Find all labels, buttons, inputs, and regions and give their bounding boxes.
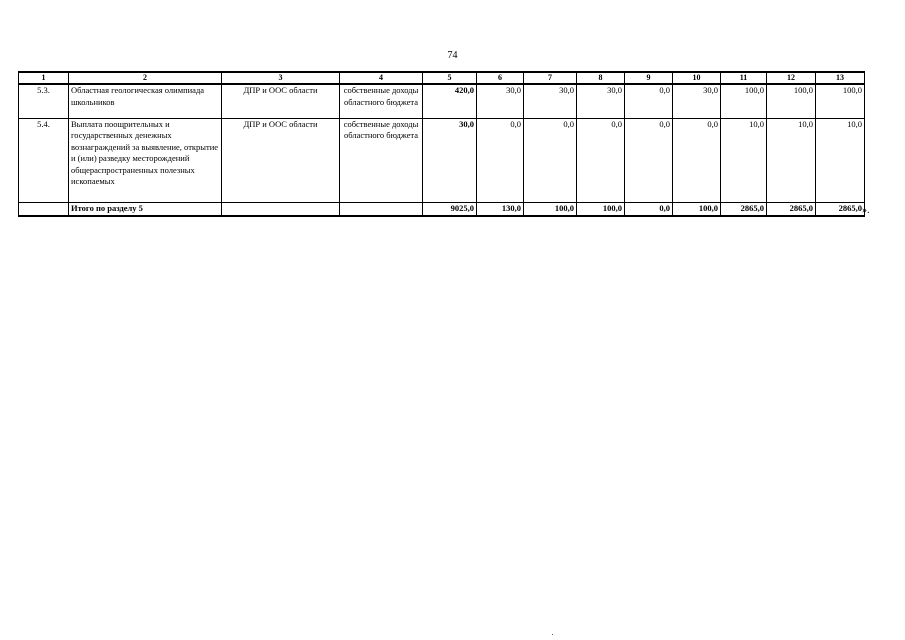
- total-value: 130,0: [477, 202, 524, 216]
- total-empty-cell: [19, 202, 69, 216]
- value-cell: 100,0: [816, 84, 865, 118]
- column-header: 11: [721, 72, 767, 84]
- total-empty-cell: [222, 202, 340, 216]
- funding-source: собственные доходы областного бюджета: [340, 118, 423, 202]
- row-number: 5.4.: [19, 118, 69, 202]
- value-cell: 0,0: [524, 118, 577, 202]
- column-header: 7: [524, 72, 577, 84]
- measure-name: Областная геологическая олимпиада школьников: [69, 84, 222, 118]
- total-value: 2865,0: [816, 202, 865, 216]
- page-number: 74: [447, 50, 458, 61]
- value-cell: 100,0: [767, 84, 816, 118]
- value-cell: 30,0: [423, 118, 477, 202]
- column-header: 12: [767, 72, 816, 84]
- total-value: 2865,0: [767, 202, 816, 216]
- value-cell: 30,0: [577, 84, 625, 118]
- value-cell: 30,0: [673, 84, 721, 118]
- value-cell: 0,0: [625, 84, 673, 118]
- total-value: 2865,0: [721, 202, 767, 216]
- table-row: [19, 118, 865, 202]
- value-cell: 30,0: [524, 84, 577, 118]
- total-label: Итого по разделу 5: [69, 202, 222, 216]
- column-header: 6: [477, 72, 524, 84]
- column-header: 3: [222, 72, 340, 84]
- column-header: 2: [69, 72, 222, 84]
- column-header: 10: [673, 72, 721, 84]
- executor: ДПР и ООС области: [222, 84, 340, 118]
- column-header: 1: [19, 72, 69, 84]
- budget-table: [18, 71, 865, 217]
- row-number: 5.3.: [19, 84, 69, 118]
- value-cell: 0,0: [477, 118, 524, 202]
- funding-source: собственные доходы областного бюджета: [340, 84, 423, 118]
- total-value: 100,0: [577, 202, 625, 216]
- closing-quote: ».: [862, 205, 870, 216]
- column-header: 13: [816, 72, 865, 84]
- value-cell: 0,0: [577, 118, 625, 202]
- total-value: 9025,0: [423, 202, 477, 216]
- total-value: 100,0: [673, 202, 721, 216]
- column-header: 4: [340, 72, 423, 84]
- value-cell: 10,0: [721, 118, 767, 202]
- scan-speck: [552, 634, 553, 635]
- value-cell: 0,0: [625, 118, 673, 202]
- value-cell: 10,0: [816, 118, 865, 202]
- total-value: 0,0: [625, 202, 673, 216]
- value-cell: 10,0: [767, 118, 816, 202]
- value-cell: 0,0: [673, 118, 721, 202]
- value-cell: 420,0: [423, 84, 477, 118]
- total-empty-cell: [340, 202, 423, 216]
- table-row: [19, 84, 865, 118]
- column-header: 5: [423, 72, 477, 84]
- column-header: 9: [625, 72, 673, 84]
- value-cell: 30,0: [477, 84, 524, 118]
- measure-name: Выплата поощрительных и государственных денежных вознаграждений за выявление, открытие и (или) разведку месторождений общераспространенных полезных ископаемых: [69, 118, 222, 202]
- total-row: [19, 202, 865, 216]
- column-header: 8: [577, 72, 625, 84]
- total-value: 100,0: [524, 202, 577, 216]
- value-cell: 100,0: [721, 84, 767, 118]
- table-header-row: [19, 72, 865, 84]
- executor: ДПР и ООС области: [222, 118, 340, 202]
